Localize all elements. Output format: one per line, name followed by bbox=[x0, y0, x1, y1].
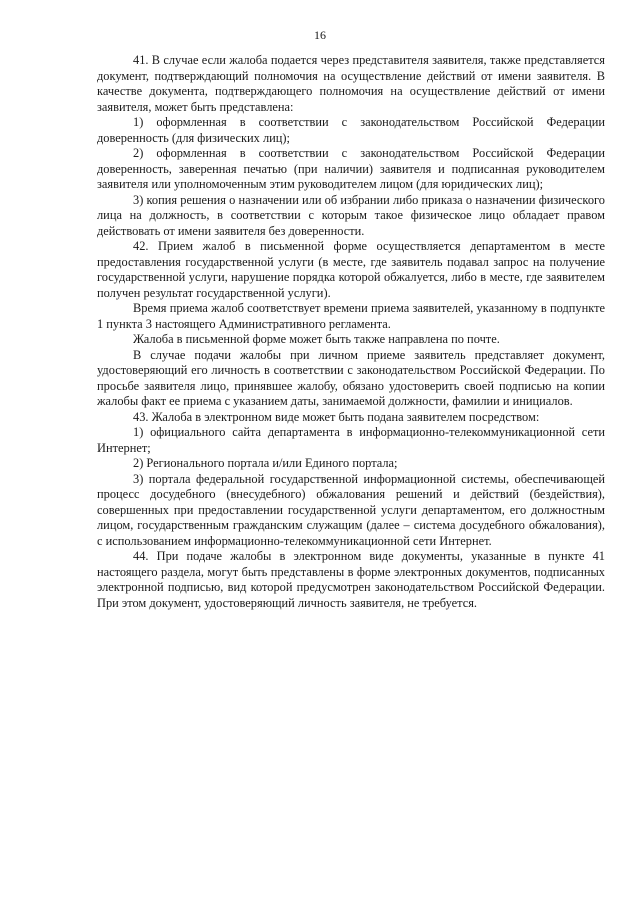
paragraph-reception-time: Время приема жалоб соответствует времени приема заявителей, указанному в подпункте 1 пункта 3 настоящего Административного регламента. bbox=[97, 301, 605, 331]
list-item-appointment-decision-copy: 3) копия решения о назначении или об избрании либо приказа о назначении физического лица на должность, в соответствии с которым такое физическое лицо обладает правом действовать от имени заявителя без доверенности. bbox=[97, 192, 605, 238]
list-item-federal-portal: 3) портала федеральной государственной информационной системы, обеспечивающей процесс досудебного (внесудебного) обжалования решений и действий (бездействия), совершенных при предоставлении государственной услуги департаментом, его должностным лицом, государственным гражданским служащим (далее – система досудебного обжалования), с использованием информационно-телекоммуникационной сети Интернет. bbox=[97, 471, 605, 548]
paragraph-43-electronic-complaints: 43. Жалоба в электронном виде может быть подана заявителем посредством: bbox=[133, 409, 540, 424]
list-item-power-of-attorney-individuals: 1) оформленная в соответствии с законодательством Российской Федерации доверенность (для физических лиц); bbox=[97, 115, 605, 145]
document-body bbox=[97, 53, 605, 611]
paragraph-42-written-complaints: 42. Прием жалоб в письменной форме осуществляется департаментом в месте предоставления государственной услуги (в месте, где заявитель подавал запрос на получение государственной услуги, нарушение порядка которой обжалуется, либо в месте, где заявителем получен результат государственной услуги). bbox=[97, 239, 605, 300]
paragraph-postal-complaints: Жалоба в письменной форме может быть также направлена по почте. bbox=[133, 332, 500, 346]
paragraph-41-intro: 41. В случае если жалоба подается через представителя заявителя, также представляется документ, подтверждающий полномочия на осуществление действий от имени заявителя. В качестве документа, подтверждающего полномочия на осуществление действий от имени заявителя, может быть представлена: bbox=[97, 53, 605, 114]
list-item-power-of-attorney-legal-entities: 2) оформленная в соответствии с законодательством Российской Федерации доверенность, заверенная печатью (при наличии) заявителя и подписанная руководителем заявителя или уполномоченным этим руководителем лицом (для юридических лиц); bbox=[97, 146, 605, 191]
page-number: 16 bbox=[314, 28, 326, 42]
paragraph-44-electronic-documents: 44. При подаче жалобы в электронном виде документы, указанные в пункте 41 настоящего раздела, могут быть представлены в форме электронных документов, подписанных электронной подписью, вид которой предусмотрен законодательством Российской Федерации. При этом документ, удостоверяющий личность заявителя, не требуется. bbox=[97, 549, 605, 610]
list-item-regional-portal: 2) Регионального портала и/или Единого портала; bbox=[133, 456, 398, 470]
paragraph-personal-reception: В случае подачи жалобы при личном приеме заявитель представляет документ, удостоверяющий его личность в соответствии с законодательством Российской Федерации. По просьбе заявителя лицо, принявшее жалобу, обязано удостоверить своей подписью на копии жалобы факт ее приема с указанием даты, занимаемой должности, фамилии и инициалов. bbox=[97, 347, 605, 408]
list-item-official-website: 1) официального сайта департамента в информационно-телекоммуникационной сети Интернет; bbox=[97, 425, 605, 455]
